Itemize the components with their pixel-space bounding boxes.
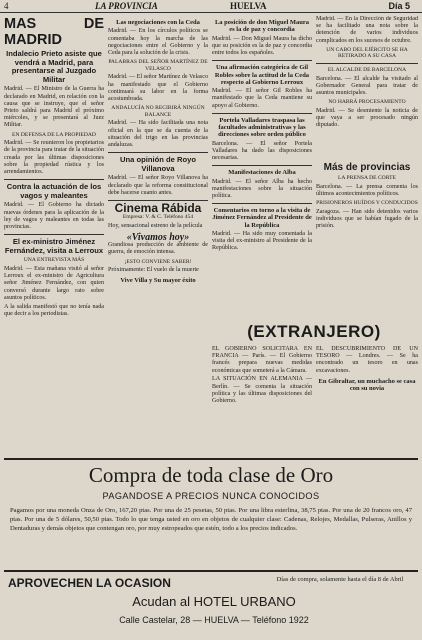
film-highlight: Vive Villa y Su mayor éxito [120, 277, 196, 285]
ad-body: Pagamos por una moneda Onza de Oro, 167,20 ptas. Por una de 25 pesetas, 50 ptas. Por una libra esterlina, 38,75 ptas. Por una de 20 francos oro, 47 ptas. Por una de 5 dólares, 50,50 ptas. Todo lo que tenga usted en oro en objetos de cualquier clase: Cadenas, Relojes, Medallas, Pulseras, Anillos y Dentaduras y demás objetos que contengan oro, por muy estropeados que estén, todo a los precios indicados. [10, 507, 412, 532]
subheadline: Portela Valladares traspasa las facultades administrativas y las direcciones sobre orden público [218, 116, 306, 139]
article-text: Madrid. — En la Dirección de Seguridad se ha facilitado una nota sobre la detención de varios individuos complicados en los sucesos de octubre. [316, 16, 418, 44]
article-text: Barcelona. — La prensa comenta los últimos acontecimientos políticos. [316, 183, 418, 197]
ad-address: Calle Castelar, 28 — HUELVA — Teléfono 1922 [119, 615, 309, 625]
article-text: Zaragoza. — Han sido detenidos varios individuos que se habían fugado de la prisión. [316, 208, 418, 229]
extranjero-col-left [212, 346, 312, 452]
date: Día 5 [388, 1, 410, 11]
section-caption: ¡ESTO CONVIENE SABER! [124, 258, 192, 265]
divider [212, 165, 312, 166]
provincias-block [316, 160, 418, 310]
subheadline: Manifestaciones de Alba [228, 169, 296, 177]
article-text: Madrid. — El Gobierno ha dictado nuevas órdenes para la aplicación de la ley de vagos y maleantes en todas las provincias. [4, 202, 104, 230]
article-text: Madrid. — El señor Gil Robles ha manifestado que la Ceda mantiene su apoyo al Gobierno. [212, 88, 312, 109]
gold-purchase-ad [4, 458, 418, 570]
masthead [0, 0, 422, 13]
article-text: Madrid. — Ha sido facilitada una nota oficial en la que se da cuenta de la situación del trigo en las provincias andaluzas. [108, 120, 208, 148]
divider [212, 203, 312, 204]
city-name: HUELVA [230, 1, 267, 11]
divider [108, 152, 208, 153]
subheadline: Indalecio Prieto asiste que vendrá a Madrid, para presentarse al Juzgado Militar [6, 49, 102, 84]
subheadline: En Gibraltar, un muchacho se casa con su novia [318, 377, 416, 393]
section-caption: NO HABRÁ PROCESAMIENTO [328, 99, 406, 106]
ad-subtitle: PAGANDOSE A PRECIOS NUNCA CONOCIDOS [102, 491, 320, 501]
headline: MAS DE MADRID [4, 16, 104, 48]
subheadline: La posición de don Miguel Maura es la de paz y concordia [214, 19, 310, 34]
section-caption: EL ALCALDE DE BARCELONA [327, 67, 407, 73]
ad-headline: APROVECHEN LA OCASION [8, 576, 171, 590]
section-caption: EN DEFENSA DE LA PROPIEDAD [12, 131, 96, 138]
section-caption: PALABRAS DEL SEÑOR MARTÍNEZ DE VELASCO [108, 59, 208, 72]
column-1 [4, 16, 104, 452]
article-text: Madrid. — El Ministro de la Guerra ha declarado en Madrid, en relación con la causa que se instruye, que el señor Prieto saldrá para Madrid el próximo miércoles, y se presentará al Juez Militar. [4, 86, 104, 129]
section-caption: LA PRENSA DE CORTE [338, 175, 396, 181]
article-text: Madrid. — Ha sido muy comentada la visita del ex-ministro al Presidente de la República. [212, 231, 312, 252]
subheadline: Las negociaciones con la Ceda [116, 19, 200, 26]
divider [316, 63, 418, 64]
section-caption: UNA ENTREVISTA MÁS [23, 257, 85, 264]
film-title: «Vivamos hoy» [126, 231, 190, 243]
article-text: A la salida manifestó que no tenía nada que decir a los periodistas. [4, 303, 104, 317]
divider [4, 234, 104, 235]
section-heading: Más de provincias [323, 162, 411, 173]
column-2 [108, 16, 208, 452]
article-text: Barcelona. — El señor Portela Valladares ha dado las disposiciones necesarias. [212, 140, 312, 161]
article-text: Madrid. — El señor Alba ha hecho manifestaciones sobre la situación política. [212, 178, 312, 199]
divider [4, 179, 104, 180]
subheadline: Una opinión de Royo Villanova [120, 155, 196, 173]
article-text: EL GOBIERNO SOLICITARÁ EN FRANCIA — París. — El Gobierno francés prepara nuevas medidas económicas que someterá a la Cámara. [212, 346, 312, 374]
extranjero-heading: (EXTRANJERO) [247, 322, 381, 341]
article-text: LA SITUACIÓN EN ALEMANIA — Berlín. — Se comenta la situación política y las últimas disposiciones del Gobierno. [212, 376, 312, 404]
article-text: Madrid. — El señor Martínez de Velasco ha manifestado que el Gobierno continuará su labor en la forma acostumbrada. [108, 74, 208, 102]
subheadline: Comentarios en torno a la visita de Jiménez Fernández al Presidente de la República [212, 207, 312, 229]
section-caption: UN CABO DEL EJÉRCITO SE HA RETIRADO A SU CASA [326, 46, 408, 60]
subheadline: Contra la actuación de los vagos y maleantes [6, 182, 102, 200]
subheadline: El ex-ministro Jiménez Fernández, visita a Lerroux [4, 237, 104, 255]
cinema-title: Cinema Rábida [114, 200, 202, 215]
page-number: 4 [4, 1, 9, 11]
ad-title: Compra de toda clase de Oro [88, 463, 334, 487]
article-text: Madrid. — Se desmiente la noticia de que vaya a ser procesado ningún diputado. [316, 107, 418, 129]
article-text: EL DESCUBRIMIENTO DE UN TESORO — Londres. — Se ha encontrado un tesoro en unas excavaciones. [316, 346, 418, 374]
section-caption: ANDALUCÍA NO RECIBIRÁ NINGÚN BALANCE [111, 105, 205, 118]
article-text: Madrid. — Don Miguel Maura ha dicho que su posición es la de paz y concordia entre todos los españoles. [212, 35, 312, 56]
column-3 [212, 16, 312, 296]
article-text: Madrid. — Se reunieron los propietarios de la provincia para tratar de la situación creada por las últimas disposiciones sobre la propiedad rústica y los arrendamientos. [4, 140, 104, 175]
ad-location: Acudan al HOTEL URBANO [132, 594, 296, 609]
article-text: Próximamente: El vuelo de la muerte [108, 267, 199, 274]
divider [212, 60, 312, 61]
section-caption: PRISIONEROS HUÍDOS Y CONDUCIDOS [316, 200, 418, 206]
ad-note: Días de compra, solamente hasta el día 8 de Abril [276, 576, 404, 583]
article-text: Madrid. — El señor Royo Villanova ha declarado que la reforma constitucional debe hacerse cuanto antes. [108, 175, 208, 196]
subheadline: Una afirmación categórica de Gil Robles sobre la actitud de la Ceda respecto al Gobierno Lerroux [214, 64, 310, 86]
divider [212, 113, 312, 114]
hotel-ad [4, 570, 418, 632]
article-text: Barcelona. — El alcalde ha visitado al Gobernador General para tratar de asuntos municipales. [316, 75, 418, 96]
article-text: Grandiosa producción de ambiente de guerra, de emoción intensa. [108, 242, 208, 256]
article-text: Hoy, sensacional estreno de la película [108, 222, 203, 229]
newspaper-name: LA PROVINCIA [95, 1, 158, 11]
article-text: Madrid. — En los círculos políticos se comentaba hoy la marcha de las negociaciones entre el Gobierno y la Ceda para la solución de la crisis. [108, 28, 208, 56]
cinema-subtitle: Empresa: V. & C. Teléfono 454 [122, 214, 194, 221]
extranjero-col-right [316, 346, 418, 452]
article-text: Madrid. — Esta mañana visitó al señor Lerroux el ex-ministro de Agricultura señor Jiménez Fernández, con quien conversó durante largo rato sobre asuntos políticos. [4, 265, 104, 301]
